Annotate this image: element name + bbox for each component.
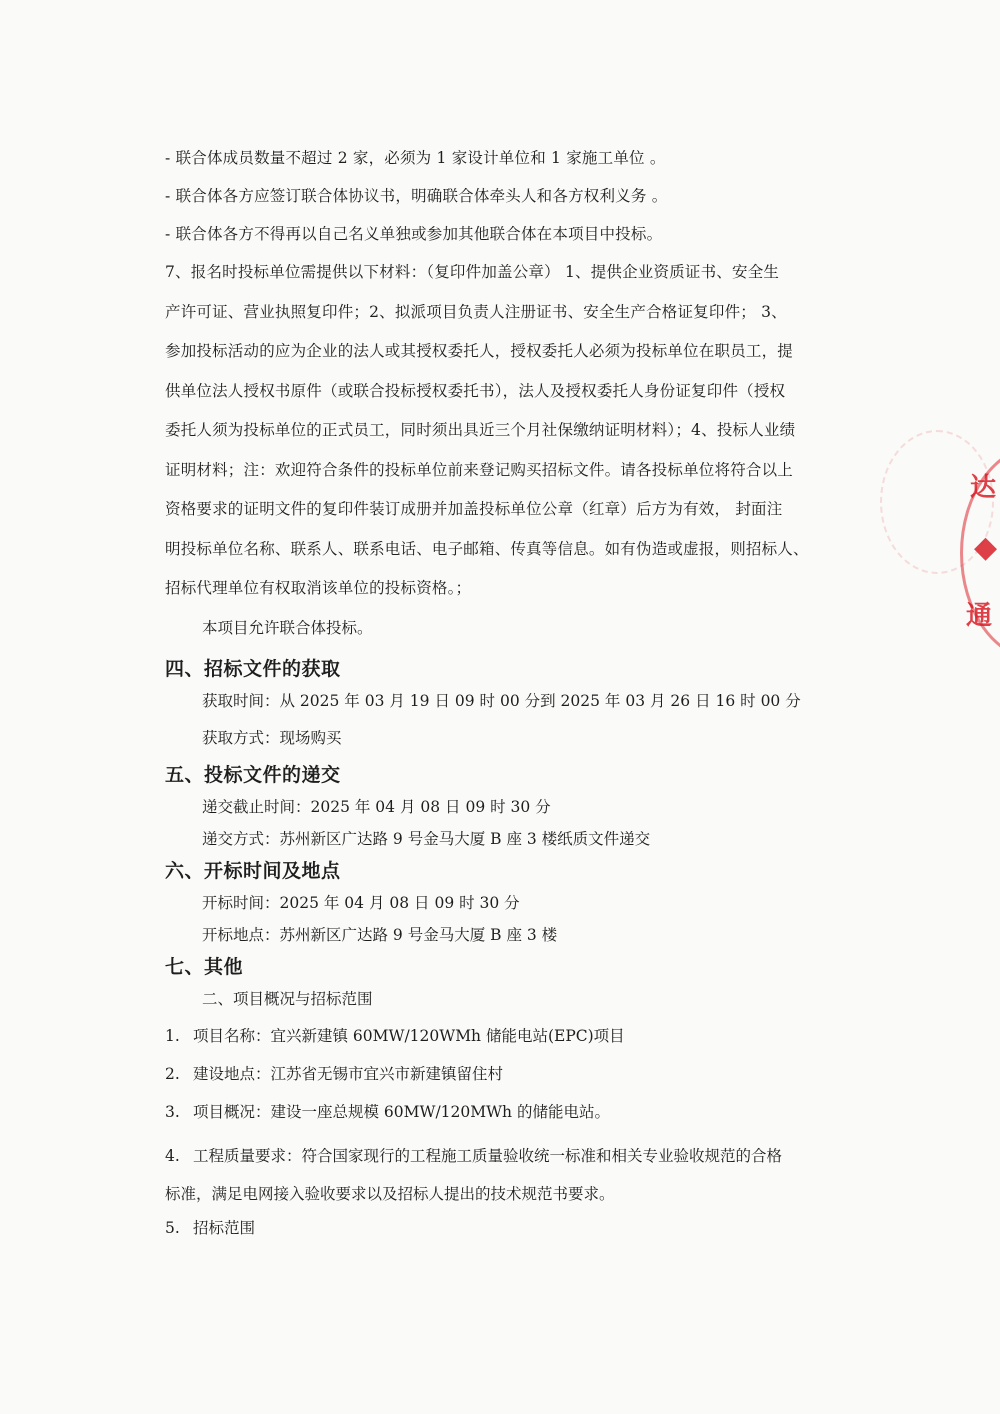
list-item xyxy=(165,1137,845,1213)
paragraph-line: 招标代理单位有权取消该单位的投标资格。； xyxy=(165,579,472,597)
acquisition-time: 获取时间：从 2025 年 03 月 19 日 09 时 00 分到 2025 年 03 月 26 日 16 时 00 分 xyxy=(202,691,801,710)
item-line xyxy=(165,1137,845,1175)
seal-star-icon: ◆ xyxy=(974,530,998,565)
opening-place: 开标地点：苏州新区广达路 9 号金马大厦 B 座 3 楼 xyxy=(202,925,558,944)
document-body xyxy=(165,145,845,1253)
item-text: 项目概况：建设一座总规模 60MW/120MWh 的储能电站。 xyxy=(193,1102,610,1121)
list-item xyxy=(165,1061,845,1099)
item-number: 5. xyxy=(165,1218,180,1237)
section-heading-other: 七、其他 xyxy=(165,955,244,978)
list-item xyxy=(165,1099,845,1137)
paragraph-line: 委托人须为投标单位的正式员工，同时须出具近三个月社保缴纳证明材料）；4、投标人业绩 xyxy=(165,421,796,439)
acquisition-method: 获取方式：现场购买 xyxy=(202,728,342,747)
list-item xyxy=(165,1215,845,1253)
item-text: 招标范围 xyxy=(193,1218,256,1237)
section-heading-acquisition: 四、招标文件的获取 xyxy=(165,657,341,680)
item-text: 工程质量要求：符合国家现行的工程施工质量验收统一标准和相关专业验收规范的合格 xyxy=(193,1146,783,1165)
item-number: 2. xyxy=(165,1064,180,1083)
section-heading-opening: 六、开标时间及地点 xyxy=(165,859,341,882)
seal-char: 通 xyxy=(966,601,993,631)
seal-char: 达 xyxy=(970,473,997,503)
submission-deadline: 递交截止时间：2025 年 04 月 08 日 09 时 30 分 xyxy=(202,797,551,816)
registration-materials-paragraph xyxy=(165,253,845,609)
item-text: 项目名称：宜兴新建镇 60MW/120WMh 储能电站(EPC)项目 xyxy=(193,1026,625,1045)
project-overview-subtitle: 二、项目概况与招标范围 xyxy=(202,989,373,1008)
paragraph-line: 明投标单位名称、联系人、联系电话、电子邮箱、传真等信息。如有伪造或虚报，则招标人、 xyxy=(165,539,809,558)
paragraph-line: 供单位法人授权书原件（或联合投标授权委托书），法人及授权委托人身份证复印件（授权 xyxy=(165,381,786,400)
consortium-rule-3: - 联合体各方不得再以自己名义单独或参加其他联合体在本项目中投标。 xyxy=(165,225,663,243)
opening-time: 开标时间：2025 年 04 月 08 日 09 时 30 分 xyxy=(202,893,520,912)
paragraph-line: 资格要求的证明文件的复印件装订成册并加盖投标单位公章（红章）后方为有效， 封面注 xyxy=(165,500,783,518)
red-seal-stamp xyxy=(960,445,1000,655)
list-item xyxy=(165,1023,845,1061)
submission-method: 递交方式：苏州新区广达路 9 号金马大厦 B 座 3 楼纸质文件递交 xyxy=(202,829,651,848)
item-text: 建设地点：江苏省无锡市宜兴市新建镇留住村 xyxy=(193,1064,504,1083)
consortium-rule-2: - 联合体各方应签订联合体协议书，明确联合体牵头人和各方权利义务 。 xyxy=(165,187,668,205)
consortium-allowed-note: 本项目允许联合体投标。 xyxy=(202,618,373,637)
paragraph-line: 证明材料；注：欢迎符合条件的投标单位前来登记购买招标文件。请各投标单位将符合以上 xyxy=(165,460,794,479)
item-number: 4. xyxy=(165,1146,180,1165)
paragraph-line: 参加投标活动的应为企业的法人或其授权委托人，授权委托人必须为投标单位在职员工，提 xyxy=(165,342,794,360)
item-line-continued: 标准，满足电网接入验收要求以及招标人提出的技术规范书要求。 xyxy=(165,1184,615,1203)
paragraph-line: 7、报名时投标单位需提供以下材料：（复印件加盖公章） 1、提供企业资质证书、安全生 xyxy=(165,263,780,281)
paragraph-line: 产许可证、营业执照复印件；2、拟派项目负责人注册证书、安全生产合格证复印件； 3、 xyxy=(165,302,787,321)
section-heading-submission: 五、投标文件的递交 xyxy=(165,763,341,786)
item-number: 1. xyxy=(165,1026,180,1045)
consortium-rule-1: - 联合体成员数量不超过 2 家，必须为 1 家设计单位和 1 家施工单位 。 xyxy=(165,149,666,167)
item-number: 3. xyxy=(165,1102,180,1121)
